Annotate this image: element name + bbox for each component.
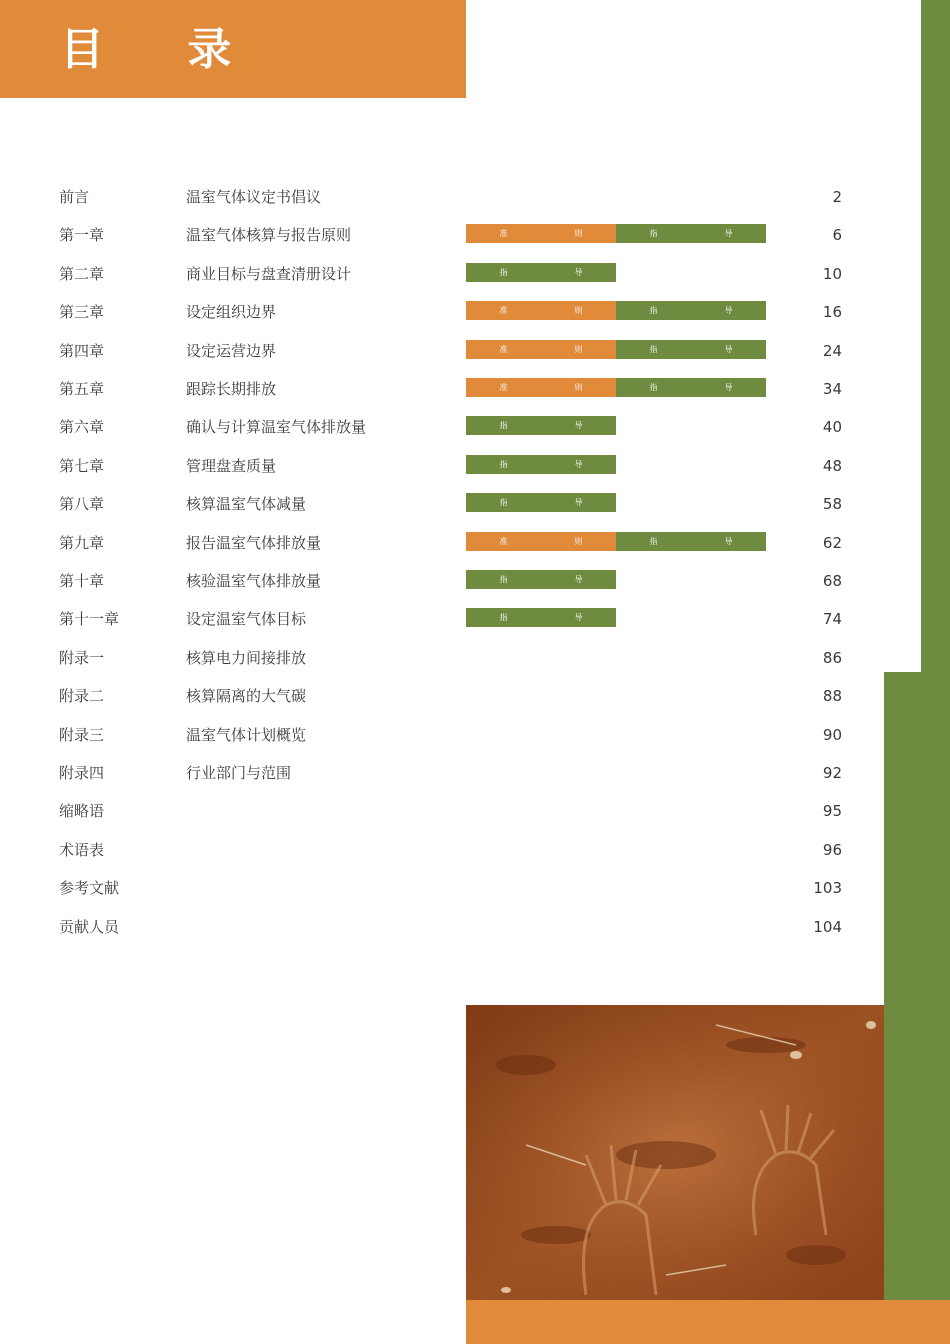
toc-chapter-label: 附录三	[59, 725, 105, 744]
guidance-tag	[616, 378, 766, 397]
guidance-tag	[466, 493, 616, 512]
toc-page-number: 90	[822, 725, 842, 744]
toc-tag-bar	[466, 224, 766, 243]
toc-row[interactable]	[0, 370, 884, 408]
toc-chapter-title: 确认与计算温室气体排放量	[186, 418, 367, 437]
toc-page-number: 34	[822, 380, 842, 398]
toc-tag-bar	[466, 301, 766, 320]
toc-chapter-label: 前言	[59, 188, 90, 206]
tag-character: 指	[499, 459, 508, 469]
criteria-tag	[466, 340, 616, 359]
tag-character: 导	[724, 229, 733, 239]
toc-chapter-label: 第七章	[59, 456, 105, 475]
guidance-tag	[616, 301, 766, 320]
toc-row[interactable]	[0, 716, 884, 754]
guidance-tag	[466, 608, 616, 627]
toc-row[interactable]	[0, 677, 884, 715]
guidance-tag	[466, 455, 616, 474]
toc-chapter-title: 核验温室气体排放量	[186, 572, 322, 590]
tag-character: 则	[574, 344, 583, 354]
toc-page-number: 68	[822, 572, 842, 590]
toc-chapter-title: 商业目标与盘查清册设计	[186, 264, 352, 283]
criteria-tag	[466, 378, 616, 397]
tag-character: 则	[574, 536, 583, 546]
toc-row[interactable]	[0, 831, 884, 869]
toc-page-number: 6	[832, 226, 842, 245]
toc-chapter-title: 跟踪长期排放	[186, 380, 277, 398]
toc-page-number: 10	[822, 264, 842, 283]
tag-character: 准	[499, 229, 508, 239]
toc-chapter-title: 核算隔离的大气碳	[186, 687, 307, 706]
tag-character: 则	[574, 383, 583, 392]
tag-character: 导	[574, 613, 583, 623]
toc-chapter-label: 参考文献	[59, 879, 120, 898]
toc-page-number: 40	[822, 418, 842, 437]
toc-chapter-title: 设定运营边界	[186, 341, 277, 360]
tag-character: 准	[499, 306, 508, 316]
toc-row[interactable]	[0, 447, 884, 485]
tag-character: 准	[499, 344, 508, 354]
toc-page-number: 24	[822, 341, 842, 360]
tag-character: 导	[574, 575, 583, 584]
toc-row[interactable]	[0, 869, 884, 907]
toc-row[interactable]	[0, 293, 884, 331]
toc-chapter-label: 第十章	[59, 572, 105, 590]
tag-character: 导	[574, 459, 583, 469]
toc-chapter-label: 第四章	[59, 341, 105, 360]
toc-row[interactable]	[0, 908, 884, 946]
toc-page-number: 103	[813, 879, 842, 898]
toc-page-number: 95	[822, 802, 842, 821]
guidance-tag	[466, 416, 616, 435]
toc-tag-bar	[466, 570, 616, 589]
toc-page-number: 58	[822, 495, 842, 514]
toc-tag-bar	[466, 532, 766, 551]
tag-character: 则	[574, 229, 583, 239]
tag-character: 指	[649, 383, 658, 392]
tag-character: 指	[499, 498, 508, 508]
soil-handprint-photo	[466, 1005, 884, 1300]
toc-chapter-title: 设定组织边界	[186, 303, 277, 322]
tag-character: 指	[649, 229, 658, 239]
guidance-tag	[466, 570, 616, 589]
toc-chapter-label: 第六章	[59, 418, 105, 437]
toc-chapter-label: 术语表	[59, 840, 105, 859]
toc-page-number: 48	[822, 456, 842, 475]
toc-chapter-title: 温室气体议定书倡议	[186, 188, 322, 206]
toc-tag-bar	[466, 608, 616, 627]
criteria-tag	[466, 224, 616, 243]
tag-character: 则	[574, 306, 583, 316]
toc-row[interactable]	[0, 216, 884, 254]
toc-row[interactable]	[0, 792, 884, 830]
toc-chapter-label: 第九章	[59, 533, 105, 552]
toc-row[interactable]	[0, 408, 884, 446]
page-title: 目 录	[60, 24, 266, 75]
toc-chapter-label: 附录一	[59, 648, 105, 667]
green-side-strip-top	[921, 0, 950, 672]
toc-page-number: 92	[822, 764, 842, 782]
toc-chapter-title: 温室气体计划概览	[186, 725, 307, 744]
tag-character: 准	[499, 383, 508, 392]
toc-chapter-label: 附录四	[59, 764, 105, 782]
toc-row[interactable]	[0, 255, 884, 293]
toc-chapter-label: 第三章	[59, 303, 105, 322]
toc-row[interactable]	[0, 332, 884, 370]
toc-tag-bar	[466, 493, 616, 512]
tag-character: 导	[724, 383, 733, 392]
toc-chapter-label: 第一章	[59, 226, 105, 245]
toc-chapter-title: 设定温室气体目标	[186, 610, 307, 629]
toc-chapter-title: 报告温室气体排放量	[186, 533, 322, 552]
toc-chapter-title: 管理盘查质量	[186, 456, 277, 475]
criteria-tag	[466, 301, 616, 320]
guidance-tag	[466, 263, 616, 282]
tag-character: 指	[649, 344, 658, 354]
toc-chapter-label: 第五章	[59, 380, 105, 398]
tag-character: 准	[499, 536, 508, 546]
toc-row[interactable]	[0, 178, 884, 216]
guidance-tag	[616, 532, 766, 551]
tag-character: 导	[724, 306, 733, 316]
tag-character: 导	[574, 267, 583, 277]
toc-chapter-label: 贡献人员	[59, 917, 120, 936]
toc-chapter-label: 第二章	[59, 264, 105, 283]
guidance-tag	[616, 340, 766, 359]
tag-character: 导	[574, 421, 583, 431]
toc-chapter-label: 附录二	[59, 687, 105, 706]
toc-chapter-label: 缩略语	[59, 802, 105, 821]
toc-row[interactable]	[0, 639, 884, 677]
guidance-tag	[616, 224, 766, 243]
toc-page-number: 62	[822, 533, 842, 552]
toc-chapter-title: 核算温室气体减量	[186, 495, 307, 514]
toc-page-number: 88	[822, 687, 842, 706]
criteria-tag	[466, 532, 616, 551]
toc-row[interactable]	[0, 754, 884, 792]
toc-tag-bar	[466, 378, 766, 397]
toc-chapter-label: 第八章	[59, 495, 105, 514]
toc-row[interactable]	[0, 600, 884, 638]
tag-character: 指	[499, 421, 508, 431]
toc-page-number: 2	[832, 188, 842, 206]
toc-tag-bar	[466, 416, 616, 435]
toc-page-number: 16	[822, 303, 842, 322]
tag-character: 导	[574, 498, 583, 508]
tag-character: 指	[499, 575, 508, 584]
toc-tag-bar	[466, 340, 766, 359]
toc-row[interactable]	[0, 524, 884, 562]
orange-footer-band	[466, 1300, 950, 1344]
tag-character: 导	[724, 344, 733, 354]
toc-chapter-label: 第十一章	[59, 610, 120, 629]
toc-page-number: 86	[822, 648, 842, 667]
toc-tag-bar	[466, 263, 616, 282]
toc-page-number: 74	[822, 610, 842, 629]
tag-character: 指	[499, 613, 508, 623]
tag-character: 导	[724, 536, 733, 546]
toc-page-number: 96	[822, 840, 842, 859]
tag-character: 指	[649, 536, 658, 546]
tag-character: 指	[649, 306, 658, 316]
green-side-strip-bottom	[884, 672, 950, 1344]
tag-character: 指	[499, 267, 508, 277]
toc-chapter-title: 温室气体核算与报告原则	[186, 226, 352, 245]
toc-chapter-title: 核算电力间接排放	[186, 648, 307, 667]
toc-page-number: 104	[813, 917, 842, 936]
toc-tag-bar	[466, 455, 616, 474]
toc-chapter-title: 行业部门与范围	[186, 764, 292, 782]
toc-row[interactable]	[0, 485, 884, 523]
toc-row[interactable]	[0, 562, 884, 600]
